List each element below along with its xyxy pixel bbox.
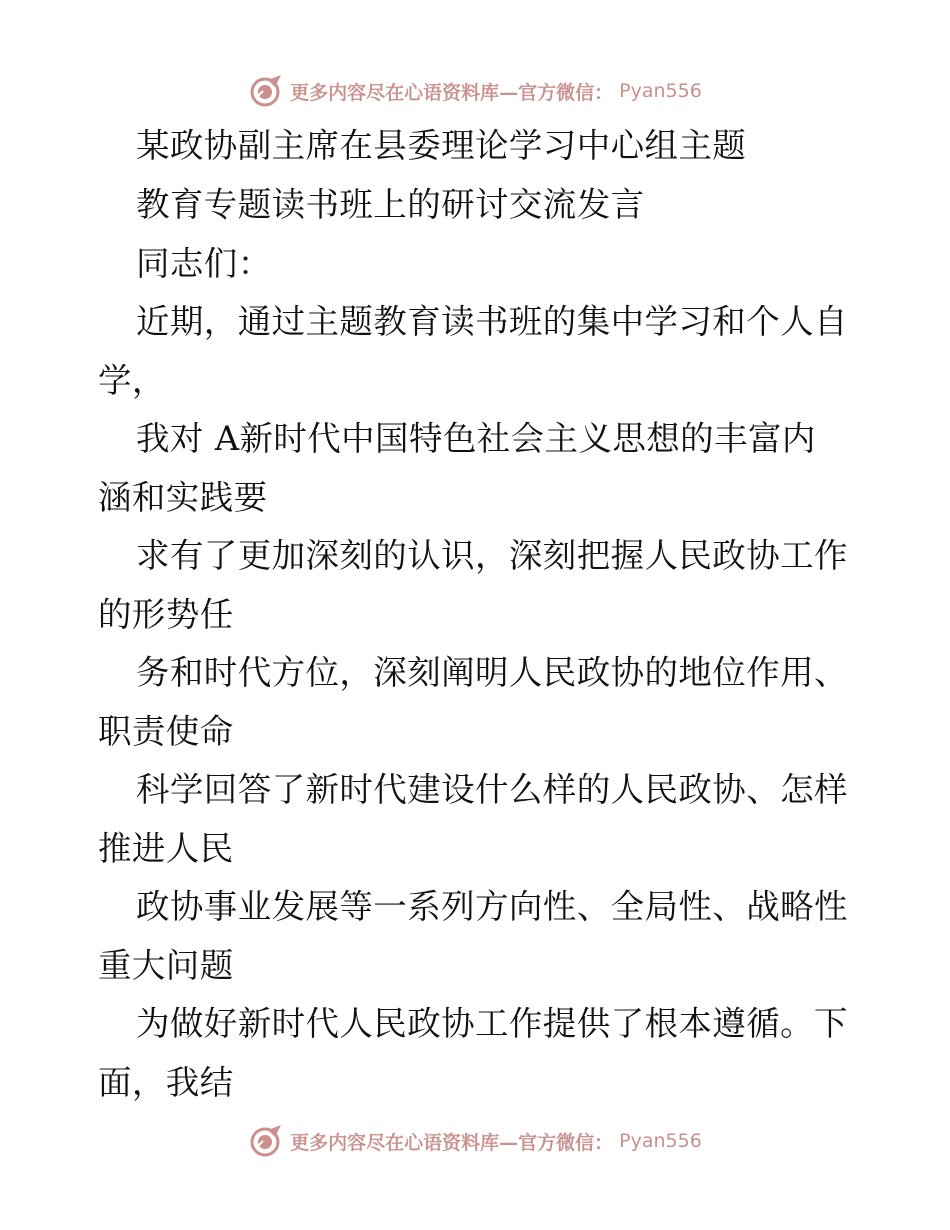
- paragraph-line: 近期，通过主题教育读书班的集中学习和个人自: [136, 302, 848, 341]
- watermark-handle: Pyan556: [619, 80, 702, 102]
- paragraph-line: 务和时代方位，深刻阐明人民政协的地位作用、: [136, 653, 848, 692]
- paragraph-line: 科学回答了新时代建设什么样的人民政协、怎样: [136, 770, 848, 809]
- paragraph-line: 学，: [98, 361, 166, 400]
- paragraph-line: 政协事业发展等一系列方向性、全局性、战略性: [136, 887, 848, 926]
- paragraph-line: 的形势任: [98, 595, 234, 634]
- document-title-line-2: 教育专题读书班上的研讨交流发言: [136, 185, 645, 224]
- paragraph-line: 我对 A新时代中国特色社会主义思想的丰富内: [136, 419, 816, 458]
- paragraph-line: 面，我结: [98, 1063, 234, 1102]
- watermark-text: 更多内容尽在心语资料库—官方微信：: [290, 81, 614, 104]
- watermark-header: [0, 71, 950, 111]
- paragraph-line: 重大问题: [98, 946, 234, 985]
- watermark-handle: Pyan556: [619, 1130, 702, 1152]
- watermark-footer: [0, 1121, 950, 1161]
- paragraph-line: 涵和实践要: [98, 478, 268, 517]
- pen-seal-logo-icon: [248, 1124, 284, 1158]
- pen-seal-logo-icon: [248, 74, 284, 108]
- paragraph-line: 为做好新时代人民政协工作提供了根本遵循。下: [136, 1004, 848, 1043]
- document-title-line-1: 某政协副主席在县委理论学习中心组主题: [136, 126, 747, 165]
- paragraph-line: 职责使命: [98, 712, 234, 751]
- watermark-text: 更多内容尽在心语资料库—官方微信：: [290, 1131, 614, 1154]
- salutation: 同志们：: [136, 244, 272, 283]
- paragraph-line: 推进人民: [98, 829, 234, 868]
- paragraph-line: 求有了更加深刻的认识，深刻把握人民政协工作: [136, 536, 848, 575]
